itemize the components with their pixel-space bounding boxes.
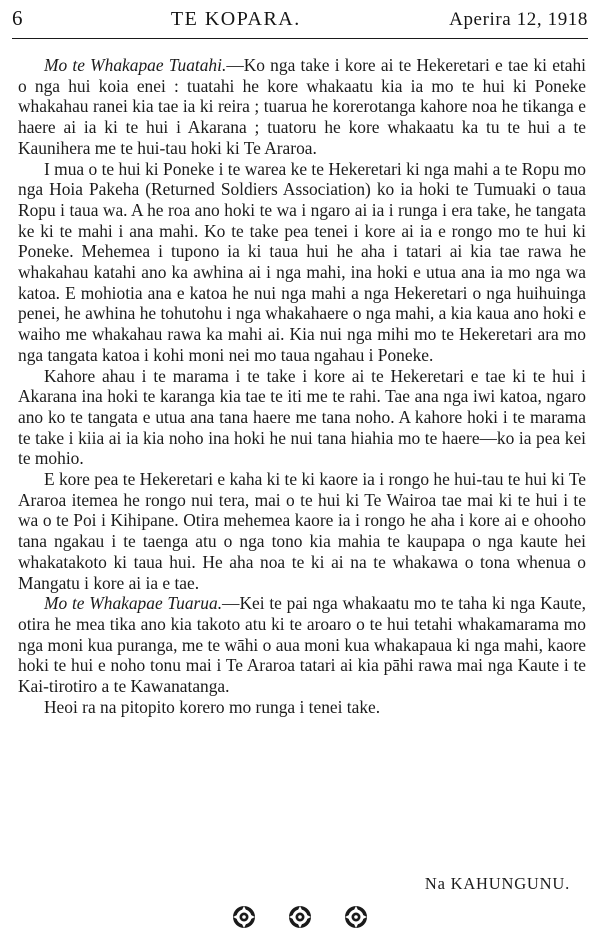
paragraph-2 [18, 159, 586, 366]
paragraph-3 [18, 366, 586, 470]
page-number: 6 [12, 6, 23, 30]
paragraph-text: Heoi ra na pitopito korero mo runga i tenei take. [44, 696, 381, 717]
paragraph-text: I mua o te hui ki Poneke i te warea ke te Hekeretari ki nga mahi a te Ropu mo nga Hoia Pakeha (Returned Soldiers Association) ko ia hoki te Tumuaki o taua Ropu i taua wa. A he roa ano hoki te wa i ngaro ai ia i runga i era take, he tangata ke ki te mahi i ana mahi. Ko te take pea tenei i kore ai ia e rongo mo te hui ki Poneke. Mehemea i tupono ia ki taua hui he aha i tatari ai kia tae rawa he whakahau katahi ano ka awhina ai i nga mahi, ina hoki e utua ana ia mo nga wa katoa. E mohiotia ana e katoa he nui nga mahi a nga Hekeretari o nga huihuinga penei, he awhina he tohutohu i nga whakahaere o nga mahi, a kia kaua ano hoki e waiho me whakahau rawa ka mahi ai. Kia nui nga mihi mo te Hekeretari ara mo nga tangata katoa i kohi moni nei mo taua ngahau i Poneke. [18, 158, 586, 365]
issue-date: Aperira 12, 1918 [449, 9, 588, 30]
section-lead-2: Mo te Whakapae Tuarua. [44, 593, 223, 614]
author-signature: Na KAHUNGUNU. [424, 874, 570, 893]
publication-title: TE KOPARA. [170, 8, 301, 30]
fern-ornament-icon [343, 904, 369, 930]
paragraph-text: Kahore ahau i te marama i te take i kore ai te Hekeretari e tae ki te hui i Akarana ina hoki te karanga kia tae te iti me te rahi. Tae ana nga iwi katoa, ngaro ano ko te tangata e utua ana tana haere me tana noho. A kahore hoki i te marama te take i kiia ai ia kia noho ina hoki he nui tana hiahia mo te haere—ko ia pea kei te mohio. [18, 365, 586, 469]
fern-ornament-icon [231, 904, 257, 930]
page-header [12, 6, 588, 34]
paragraph-text: —Ko nga take i kore ai te Hekeretari e tae ki etahi o nga hui koia enei : tuatahi he kore whakaatu kia ia mo te hui ki Poneke whakahau ranei kia tae ia ki reira ; tuarua he korerotanga kahore noa he tikanga e haere ai ia ki te hui i Akarana ; tuatoru he kore whakaatu ka tu te hui a te Kaunihera me te hui-tau hoki ki Te Araroa. [18, 55, 586, 158]
header-rule [12, 38, 588, 39]
fern-ornament-icon [287, 904, 313, 930]
paragraph-text: E kore pea te Hekeretari e kaha ki te ki kaore ia i rongo he hui-tau te hui ki Te Araroa itemea he rongo nui tera, mai o te hui ki Te Wairoa tae mai ki te hui i te wa o te Poi i Kihipane. Otira mehemea kaore ia i rongo he aha i kore ai e ohooho tana ngakau i te taenga atu o nga tono kia mahia te kaupapa o nga kaute hei whakatakoto ki taua hui. He aha noa te ki ai na te whakawa o tona whenua o Mangatu i kore ai ia e tae. [18, 469, 586, 593]
paragraph-1 [18, 55, 586, 159]
paragraph-5 [18, 593, 586, 697]
paragraph-text: —Kei te pai nga whakaatu mo te taha ki nga Kaute, otira he mea tika ano kia takoto atu ki te aroaro o te hui tetahi whakamarama mo nga moni kua puranga, me te wāhi o aua moni kua whakapaua ki nga mahi, kaore hoki te hui e noho tonu mai i Te Araroa tatari ai kia pāhi rawa mai nga Kaute i te Kai-tirotiro a te Kawanatanga. [18, 593, 586, 697]
paragraph-4 [18, 469, 586, 593]
paragraph-6 [18, 697, 586, 718]
article-body [18, 55, 586, 718]
section-lead-1: Mo te Whakapae Tuatahi. [44, 55, 227, 75]
ornament-row [0, 904, 600, 930]
